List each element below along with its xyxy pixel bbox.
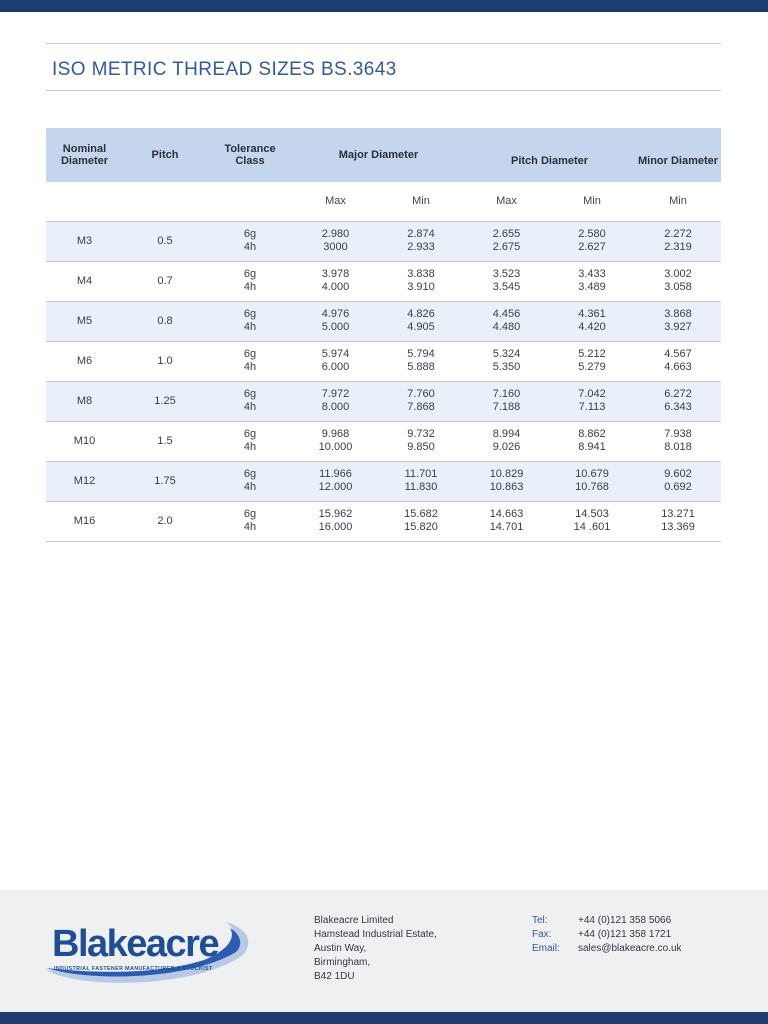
4h-value: 10.000 — [318, 441, 353, 453]
6g-value: 4.976 — [321, 308, 350, 320]
4h-value: 4.663 — [664, 361, 692, 373]
4h-value: 10.768 — [575, 481, 609, 493]
tolerance-class-cell — [207, 501, 293, 541]
minor-min-cell — [635, 301, 721, 341]
4h-value: 14.701 — [489, 521, 524, 533]
tolerance-class-cell — [207, 341, 293, 381]
contact-fax-row — [532, 928, 682, 942]
nominal-diameter-cell: M6 — [46, 341, 123, 381]
6g-value: 6g — [243, 428, 257, 440]
table-row — [46, 301, 721, 341]
header-major-diameter: Major Diameter — [293, 128, 464, 182]
header-pitch: Pitch — [123, 128, 207, 182]
address-line: B42 1DU — [314, 971, 355, 982]
nominal-diameter-cell: M5 — [46, 301, 123, 341]
major-max-cell — [293, 221, 378, 261]
4h-value: 2.933 — [407, 241, 435, 253]
pitch-min-cell — [549, 341, 635, 381]
4h-value: 3.489 — [578, 281, 606, 293]
page-title: ISO METRIC THREAD SIZES BS.3643 — [52, 59, 397, 80]
pitch-min-cell — [549, 301, 635, 341]
nominal-diameter-cell: M8 — [46, 381, 123, 421]
4h-value: 7.188 — [492, 401, 521, 413]
6g-value: 9.968 — [321, 428, 350, 440]
logo-tagline: INDUSTRIAL FASTENER MANUFACTURER & STOCKIST — [54, 966, 213, 972]
6g-value: 2.655 — [492, 228, 521, 240]
table-row — [46, 421, 721, 461]
pitch-cell: 1.0 — [123, 341, 207, 381]
major-min-cell — [378, 261, 464, 301]
6g-value: 10.679 — [575, 468, 609, 480]
6g-value: 3.002 — [664, 268, 692, 280]
6g-value: 3.433 — [578, 268, 606, 280]
6g-value: 8.862 — [578, 428, 606, 440]
6g-value: 7.160 — [492, 388, 521, 400]
email-link[interactable]: sales@blakeacre.co.uk — [578, 943, 682, 954]
6g-value: 7.760 — [407, 388, 435, 400]
minor-min-cell — [635, 501, 721, 541]
6g-value: 7.972 — [321, 388, 350, 400]
6g-value: 2.980 — [321, 228, 350, 240]
tolerance-class-cell — [207, 221, 293, 261]
logo-wordmark: Blakeacre — [52, 923, 219, 965]
table-row — [46, 221, 721, 261]
minor-min-cell — [635, 461, 721, 501]
4h-value: 4h — [243, 361, 257, 373]
4h-value: 7.868 — [407, 401, 435, 413]
nominal-diameter-cell: M3 — [46, 221, 123, 261]
major-max-cell — [293, 421, 378, 461]
6g-value: 8.994 — [492, 428, 521, 440]
table-header-row — [46, 128, 721, 182]
4h-value: 14 .601 — [573, 521, 611, 533]
4h-value: 13.369 — [661, 521, 695, 533]
4h-value: 4h — [243, 521, 257, 533]
4h-value: 5.279 — [578, 361, 606, 373]
header-nominal-diameter: Nominal Diameter — [46, 128, 123, 182]
tolerance-class-cell — [207, 421, 293, 461]
minor-min-cell — [635, 421, 721, 461]
major-min-cell — [378, 381, 464, 421]
4h-value: 8.941 — [578, 441, 606, 453]
pitch-min-cell — [549, 261, 635, 301]
pitch-cell: 2.0 — [123, 501, 207, 541]
6g-value: 7.938 — [664, 428, 692, 440]
4h-value: 11.830 — [404, 481, 438, 493]
4h-value: 2.627 — [578, 241, 606, 253]
4h-value: 5.888 — [407, 361, 435, 373]
6g-value: 4.826 — [407, 308, 435, 320]
table-row — [46, 261, 721, 301]
address-line: Birmingham, — [314, 957, 371, 968]
6g-value: 6g — [243, 468, 257, 480]
top-brand-bar — [0, 0, 768, 12]
4h-value: 4h — [243, 401, 257, 413]
6g-value: 5.794 — [407, 348, 435, 360]
6g-value: 6g — [243, 228, 257, 240]
6g-value: 2.874 — [407, 228, 435, 240]
subheader-major-min: Min — [378, 182, 464, 221]
4h-value: 8.000 — [321, 401, 350, 413]
4h-value: 5.000 — [321, 321, 350, 333]
pitch-min-cell — [549, 381, 635, 421]
6g-value: 3.523 — [492, 268, 521, 280]
tel-number[interactable]: +44 (0)121 358 5066 — [578, 915, 672, 926]
nominal-diameter-cell: M12 — [46, 461, 123, 501]
4h-value: 3.927 — [664, 321, 692, 333]
4h-value: 3000 — [323, 241, 348, 253]
tolerance-class-cell — [207, 381, 293, 421]
major-max-cell — [293, 341, 378, 381]
6g-value: 5.974 — [321, 348, 350, 360]
6g-value: 11.701 — [404, 468, 438, 480]
4h-value: 4h — [243, 321, 257, 333]
minor-min-cell — [635, 221, 721, 261]
major-min-cell — [378, 221, 464, 261]
pitch-cell: 1.25 — [123, 381, 207, 421]
nominal-diameter-cell: M4 — [46, 261, 123, 301]
4h-value: 2.319 — [664, 241, 692, 253]
header-tolerance-class: Tolerance Class — [207, 128, 293, 182]
address-line: Blakeacre Limited — [314, 915, 394, 926]
6g-value: 7.042 — [578, 388, 606, 400]
6g-value: 6g — [243, 508, 257, 520]
major-max-cell — [293, 261, 378, 301]
6g-value: 9.602 — [664, 468, 692, 480]
6g-value: 5.212 — [578, 348, 606, 360]
pitch-cell: 1.5 — [123, 421, 207, 461]
major-max-cell — [293, 461, 378, 501]
pitch-max-cell — [464, 461, 549, 501]
major-min-cell — [378, 421, 464, 461]
pitch-cell: 1.75 — [123, 461, 207, 501]
contact-details — [532, 914, 682, 956]
major-min-cell — [378, 301, 464, 341]
major-max-cell — [293, 301, 378, 341]
4h-value: 9.850 — [407, 441, 435, 453]
6g-value: 6g — [243, 308, 257, 320]
contact-tel-row — [532, 914, 682, 928]
pitch-cell: 0.8 — [123, 301, 207, 341]
major-max-cell — [293, 381, 378, 421]
6g-value: 6g — [243, 388, 257, 400]
pitch-min-cell — [549, 421, 635, 461]
major-min-cell — [378, 501, 464, 541]
4h-value: 2.675 — [492, 241, 521, 253]
4h-value: 4.000 — [321, 281, 350, 293]
fax-number: +44 (0)121 358 1721 — [578, 929, 672, 940]
pitch-max-cell — [464, 421, 549, 461]
subheader-minor-min: Min — [635, 182, 721, 221]
header-minor-diameter: Minor Diameter — [635, 128, 721, 182]
4h-value: 4.480 — [492, 321, 521, 333]
pitch-max-cell — [464, 261, 549, 301]
table-row — [46, 461, 721, 501]
title-bottom-rule — [46, 90, 721, 91]
pitch-max-cell — [464, 221, 549, 261]
pitch-min-cell — [549, 501, 635, 541]
pitch-cell: 0.7 — [123, 261, 207, 301]
title-top-rule — [46, 43, 721, 44]
6g-value: 3.838 — [407, 268, 435, 280]
address-line: Austin Way, — [314, 943, 367, 954]
6g-value: 14.663 — [489, 508, 524, 520]
subheader-major-max: Max — [293, 182, 378, 221]
major-min-cell — [378, 461, 464, 501]
table-row — [46, 501, 721, 541]
4h-value: 5.350 — [492, 361, 521, 373]
6g-value: 15.682 — [404, 508, 438, 520]
tolerance-class-cell — [207, 301, 293, 341]
6g-value: 2.272 — [664, 228, 692, 240]
nominal-diameter-cell: M10 — [46, 421, 123, 461]
table-row — [46, 341, 721, 381]
4h-value: 0.692 — [664, 481, 692, 493]
table-row — [46, 381, 721, 421]
company-address — [314, 914, 437, 984]
minor-min-cell — [635, 341, 721, 381]
thread-size-table — [46, 128, 721, 542]
6g-value: 5.324 — [492, 348, 521, 360]
6g-value: 13.271 — [661, 508, 695, 520]
header-pitch-diameter: Pitch Diameter — [464, 128, 635, 182]
4h-value: 9.026 — [492, 441, 521, 453]
4h-value: 4h — [243, 281, 257, 293]
6g-value: 6.272 — [664, 388, 692, 400]
4h-value: 7.113 — [578, 401, 606, 413]
4h-value: 16.000 — [318, 521, 353, 533]
6g-value: 11.966 — [319, 468, 352, 480]
subheader-pitch-min: Min — [549, 182, 635, 221]
6g-value: 3.868 — [664, 308, 692, 320]
4h-value: 3.910 — [407, 281, 435, 293]
tolerance-class-cell — [207, 261, 293, 301]
bottom-brand-bar — [0, 1012, 768, 1024]
blakeacre-logo — [40, 908, 255, 984]
fax-label: Fax: — [532, 929, 552, 940]
4h-value: 4h — [243, 241, 257, 253]
6g-value: 3.978 — [321, 268, 350, 280]
4h-value: 4h — [243, 481, 257, 493]
6g-value: 10.829 — [489, 468, 524, 480]
6g-value: 4.361 — [578, 308, 606, 320]
pitch-cell: 0.5 — [123, 221, 207, 261]
6g-value: 4.567 — [664, 348, 692, 360]
tolerance-class-cell — [207, 461, 293, 501]
6g-value: 9.732 — [407, 428, 435, 440]
4h-value: 15.820 — [404, 521, 438, 533]
pitch-max-cell — [464, 501, 549, 541]
pitch-max-cell — [464, 381, 549, 421]
4h-value: 4h — [243, 441, 257, 453]
6g-value: 6g — [243, 268, 257, 280]
4h-value: 6.000 — [321, 361, 350, 373]
table-subheader-row — [46, 182, 721, 221]
4h-value: 4.905 — [407, 321, 435, 333]
6g-value: 4.456 — [492, 308, 521, 320]
6g-value: 6g — [243, 348, 257, 360]
address-line: Hamstead Industrial Estate, — [314, 929, 437, 940]
minor-min-cell — [635, 381, 721, 421]
4h-value: 4.420 — [578, 321, 606, 333]
4h-value: 8.018 — [664, 441, 692, 453]
4h-value: 6.343 — [664, 401, 692, 413]
email-label: Email: — [532, 943, 560, 954]
4h-value: 3.058 — [664, 281, 692, 293]
footer — [0, 890, 768, 1012]
6g-value: 14.503 — [575, 508, 609, 520]
4h-value: 12.000 — [318, 481, 353, 493]
subheader-pitch-max: Max — [464, 182, 549, 221]
major-max-cell — [293, 501, 378, 541]
nominal-diameter-cell: M16 — [46, 501, 123, 541]
pitch-min-cell — [549, 221, 635, 261]
4h-value: 10.863 — [489, 481, 524, 493]
pitch-max-cell — [464, 341, 549, 381]
contact-email-row — [532, 942, 682, 956]
4h-value: 3.545 — [492, 281, 521, 293]
6g-value: 2.580 — [578, 228, 606, 240]
tel-label: Tel: — [532, 915, 548, 926]
6g-value: 15.962 — [318, 508, 353, 520]
minor-min-cell — [635, 261, 721, 301]
pitch-max-cell — [464, 301, 549, 341]
pitch-min-cell — [549, 461, 635, 501]
major-min-cell — [378, 341, 464, 381]
